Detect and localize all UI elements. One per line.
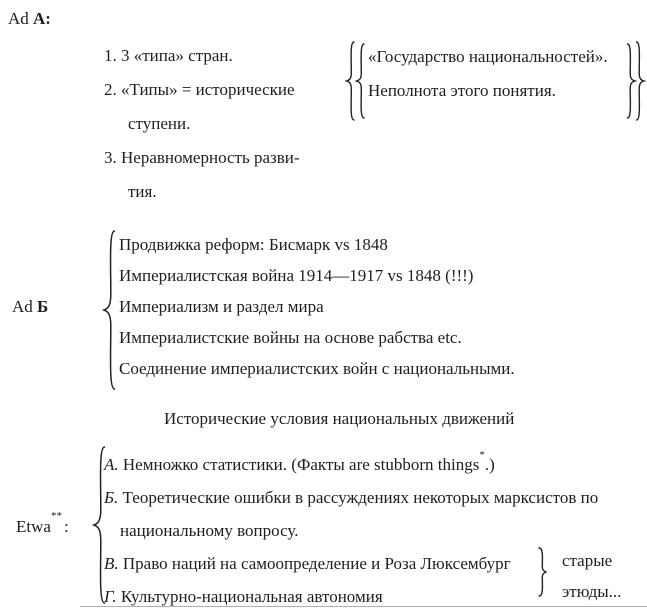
double-brace-left-outer-icon bbox=[345, 41, 355, 121]
item-letter: А. bbox=[104, 455, 119, 474]
curly-brace-left-icon bbox=[102, 230, 116, 390]
item-text: Немножко статистики. (Факты are stubborn things bbox=[118, 455, 480, 474]
list-line bbox=[104, 448, 598, 481]
list-line-wrap: тия. bbox=[128, 182, 157, 201]
list-line: Империалистская война 1914—1917 vs 1848 (!!!) bbox=[119, 266, 474, 285]
list-line-wrap: национальному вопросу. bbox=[120, 521, 299, 540]
list-line: 2. «Типы» = исторические bbox=[104, 80, 295, 99]
section-b-label-prefix: Ad bbox=[12, 297, 38, 316]
etwa-label bbox=[16, 510, 69, 536]
list-line: Империализм и раздел мира bbox=[119, 297, 324, 316]
section-a-label-prefix: Ad bbox=[8, 9, 34, 28]
list-line: Продвижка реформ: Бисмарк vs 1848 bbox=[119, 235, 388, 254]
nationalities-note bbox=[368, 40, 608, 108]
item-text: Право наций на самоопределение и Роза Люксембург bbox=[118, 554, 511, 573]
section-heading: Исторические условия национальных движений bbox=[164, 409, 515, 428]
etwa-footnote-marker: ** bbox=[50, 510, 62, 523]
list-line: 3. Неравномерность разви- bbox=[104, 148, 300, 167]
side-note-line: старые bbox=[562, 551, 613, 570]
item-text: Культурно-национальная автономия bbox=[116, 587, 383, 606]
list-line-wrap: ступени. bbox=[128, 114, 191, 133]
list-line: Соединение империалистских войн с национальными. bbox=[119, 359, 515, 378]
footnote-marker: * bbox=[479, 449, 485, 462]
side-note-line: этюды... bbox=[562, 582, 622, 601]
etwa-label-word: Etwa bbox=[16, 517, 51, 536]
list-line bbox=[104, 547, 598, 580]
side-note bbox=[562, 545, 621, 607]
double-brace-right-outer-icon bbox=[635, 41, 646, 121]
etwa-list bbox=[104, 448, 598, 609]
section-b-label bbox=[12, 297, 48, 317]
item-letter: Г. bbox=[104, 587, 117, 606]
etwa-label-colon: : bbox=[63, 517, 69, 536]
item-letter: Б. bbox=[104, 488, 119, 507]
note-line: Неполнота этого понятия. bbox=[368, 81, 556, 100]
curly-brace-right-icon bbox=[537, 547, 548, 597]
section-a-label bbox=[8, 9, 51, 29]
footnote-rule bbox=[80, 606, 647, 607]
list-line bbox=[104, 481, 598, 514]
item-text-tail: .) bbox=[484, 455, 495, 474]
list-line: Империалистские войны на основе рабства etc. bbox=[119, 328, 462, 347]
note-line: «Государство национальностей». bbox=[368, 47, 608, 66]
item-text: Теоретические ошибки в рассуждениях некоторых марксистов по bbox=[118, 488, 599, 507]
section-b-list bbox=[119, 229, 515, 384]
item-letter: В. bbox=[104, 554, 119, 573]
section-b-label-letter: Б bbox=[37, 297, 49, 316]
double-brace-left-inner-icon bbox=[355, 43, 365, 119]
section-a-label-letter: A: bbox=[33, 9, 51, 28]
list-line bbox=[104, 580, 598, 609]
section-a-list bbox=[104, 39, 300, 209]
list-line: 1. 3 «типа» стран. bbox=[104, 46, 233, 65]
